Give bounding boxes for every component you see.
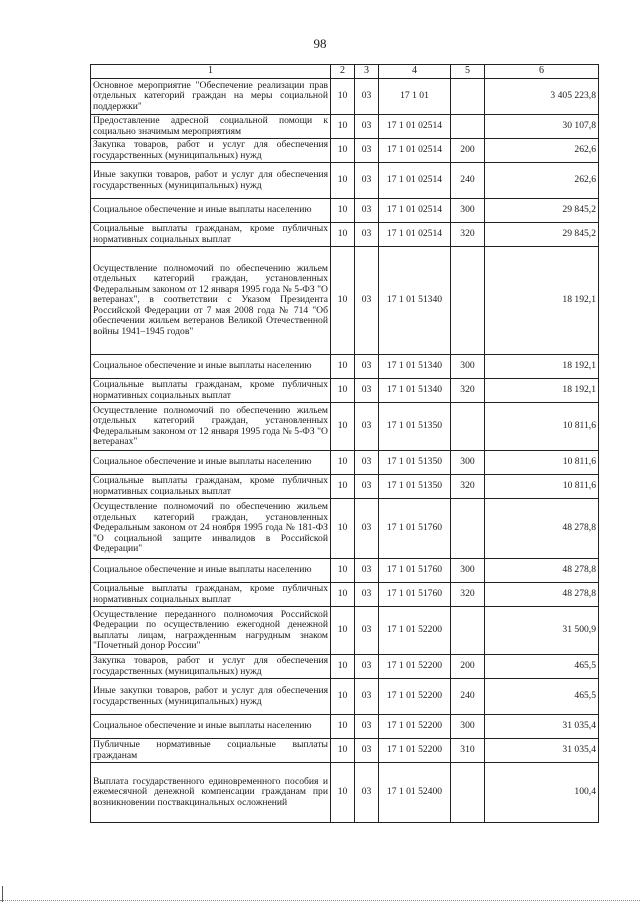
target-article-cell: 17 1 01 52200 (379, 607, 451, 655)
subsection-cell: 03 (355, 679, 379, 715)
target-article-cell: 17 1 01 52200 (379, 655, 451, 679)
expense-type-cell: 200 (451, 655, 485, 679)
amount-cell: 48 278,8 (485, 559, 599, 583)
subsection-cell: 03 (355, 163, 379, 199)
expense-type-cell: 320 (451, 475, 485, 499)
target-article-cell: 17 1 01 02514 (379, 163, 451, 199)
amount-cell: 262,6 (485, 139, 599, 163)
subsection-cell: 03 (355, 79, 379, 115)
subsection-cell: 03 (355, 379, 379, 403)
section-cell: 10 (331, 763, 355, 823)
expense-type-cell: 320 (451, 379, 485, 403)
row-name-cell: Иные закупки товаров, работ и услуг для обеспечения государственных (муниципальных) нужд (91, 163, 331, 199)
subsection-cell: 03 (355, 451, 379, 475)
page-number: 98 (313, 36, 327, 51)
amount-cell: 18 192,1 (485, 355, 599, 379)
header-cell: 1 (91, 65, 331, 79)
subsection-cell: 03 (355, 223, 379, 247)
expense-type-cell (451, 247, 485, 355)
expense-type-cell: 300 (451, 451, 485, 475)
target-article-cell: 17 1 01 52200 (379, 679, 451, 715)
row-name-cell: Закупка товаров, работ и услуг для обеспечения государственных (муниципальных) нужд (91, 139, 331, 163)
table-row (91, 355, 599, 379)
subsection-cell: 03 (355, 115, 379, 139)
section-cell: 10 (331, 655, 355, 679)
row-name-cell: Предоставление адресной социальной помощи к социально значимым мероприятиям (91, 115, 331, 139)
amount-cell: 18 192,1 (485, 379, 599, 403)
row-name-cell: Социальные выплаты гражданам, кроме публичных нормативных социальных выплат (91, 223, 331, 247)
table-row (91, 559, 599, 583)
amount-cell: 10 811,6 (485, 475, 599, 499)
expense-type-cell: 300 (451, 715, 485, 739)
table-row (91, 583, 599, 607)
expense-type-cell: 310 (451, 739, 485, 763)
section-cell: 10 (331, 403, 355, 451)
amount-cell: 100,4 (485, 763, 599, 823)
row-name-cell: Иные закупки товаров, работ и услуг для обеспечения государственных (муниципальных) нужд (91, 679, 331, 715)
header-cell: 4 (379, 65, 451, 79)
expense-type-cell (451, 403, 485, 451)
target-article-cell: 17 1 01 52200 (379, 715, 451, 739)
row-name-cell: Осуществление полномочий по обеспечению жильем отдельных категорий граждан, установленных Федеральным законом от 12 января 1995 года № 5-ФЗ "О ветеранах", в соответствии с Указом Президента Российской Федерации от 7 мая 2008 года № 714 "Об обеспечении жильем ветеранов Великой Отечественной войны 1941–1945 годов" (91, 247, 331, 355)
subsection-cell: 03 (355, 739, 379, 763)
table-row (91, 475, 599, 499)
section-cell: 10 (331, 115, 355, 139)
subsection-cell: 03 (355, 715, 379, 739)
table-row (91, 247, 599, 355)
expense-type-cell (451, 607, 485, 655)
amount-cell: 262,6 (485, 163, 599, 199)
amount-cell: 10 811,6 (485, 403, 599, 451)
row-name-cell: Закупка товаров, работ и услуг для обеспечения государственных (муниципальных) нужд (91, 655, 331, 679)
expense-type-cell: 320 (451, 583, 485, 607)
amount-cell: 29 845,2 (485, 199, 599, 223)
amount-cell: 465,5 (485, 679, 599, 715)
row-name-cell: Основное мероприятие "Обеспечение реализации прав отдельных категорий граждан на меры социальной поддержки" (91, 79, 331, 115)
table-row (91, 163, 599, 199)
target-article-cell: 17 1 01 (379, 79, 451, 115)
amount-cell: 30 107,8 (485, 115, 599, 139)
section-cell: 10 (331, 79, 355, 115)
subsection-cell: 03 (355, 583, 379, 607)
expense-type-cell: 320 (451, 223, 485, 247)
expense-type-cell (451, 79, 485, 115)
row-name-cell: Социальное обеспечение и иные выплаты населению (91, 715, 331, 739)
table-row (91, 679, 599, 715)
expense-type-cell: 300 (451, 355, 485, 379)
row-name-cell: Социальные выплаты гражданам, кроме публичных нормативных социальных выплат (91, 583, 331, 607)
target-article-cell: 17 1 01 02514 (379, 199, 451, 223)
amount-cell: 48 278,8 (485, 583, 599, 607)
table-row (91, 115, 599, 139)
row-name-cell: Осуществление переданного полномочия Российской Федерации по осуществлению ежегодной денежной выплаты лицам, награжденным нагрудным знаком "Почетный донор России" (91, 607, 331, 655)
subsection-cell: 03 (355, 559, 379, 583)
amount-cell: 31 500,9 (485, 607, 599, 655)
table-row (91, 451, 599, 475)
target-article-cell: 17 1 01 51350 (379, 475, 451, 499)
subsection-cell: 03 (355, 355, 379, 379)
header-cell: 2 (331, 65, 355, 79)
table-row (91, 763, 599, 823)
section-cell: 10 (331, 607, 355, 655)
header-cell: 3 (355, 65, 379, 79)
row-name-cell: Выплата государственного единовременного пособия и ежемесячной денежной компенсации гражданам при возникновении поствакцинальных осложнений (91, 763, 331, 823)
section-cell: 10 (331, 163, 355, 199)
subsection-cell: 03 (355, 139, 379, 163)
target-article-cell: 17 1 01 51760 (379, 499, 451, 559)
table-row (91, 655, 599, 679)
row-name-cell: Социальные выплаты гражданам, кроме публичных нормативных социальных выплат (91, 475, 331, 499)
amount-cell: 18 192,1 (485, 247, 599, 355)
table-row (91, 79, 599, 115)
table-row (91, 199, 599, 223)
section-cell: 10 (331, 223, 355, 247)
target-article-cell: 17 1 01 51760 (379, 583, 451, 607)
target-article-cell: 17 1 01 02514 (379, 115, 451, 139)
section-cell: 10 (331, 355, 355, 379)
row-name-cell: Социальное обеспечение и иные выплаты населению (91, 199, 331, 223)
amount-cell: 31 035,4 (485, 715, 599, 739)
table-body (91, 79, 599, 823)
amount-cell: 10 811,6 (485, 451, 599, 475)
expense-type-cell: 300 (451, 559, 485, 583)
row-name-cell: Осуществление полномочий по обеспечению жильем отдельных категорий граждан, установленных Федеральным законом от 24 ноября 1995 года № 181-ФЗ "О социальной защите инвалидов в Российской Федерации" (91, 499, 331, 559)
target-article-cell: 17 1 01 51350 (379, 451, 451, 475)
table-row (91, 379, 599, 403)
target-article-cell: 17 1 01 51340 (379, 247, 451, 355)
row-name-cell: Социальное обеспечение и иные выплаты населению (91, 451, 331, 475)
subsection-cell: 03 (355, 607, 379, 655)
budget-table (90, 64, 599, 823)
header-cell: 6 (485, 65, 599, 79)
target-article-cell: 17 1 01 02514 (379, 223, 451, 247)
row-name-cell: Социальные выплаты гражданам, кроме публичных нормативных социальных выплат (91, 379, 331, 403)
section-cell: 10 (331, 559, 355, 583)
target-article-cell: 17 1 01 51350 (379, 403, 451, 451)
section-cell: 10 (331, 139, 355, 163)
subsection-cell: 03 (355, 199, 379, 223)
section-cell: 10 (331, 475, 355, 499)
target-article-cell: 17 1 01 51340 (379, 379, 451, 403)
section-cell: 10 (331, 379, 355, 403)
table-row (91, 739, 599, 763)
expense-type-cell: 240 (451, 679, 485, 715)
table-row (91, 499, 599, 559)
scan-bottom-edge (0, 900, 640, 905)
subsection-cell: 03 (355, 403, 379, 451)
row-name-cell: Осуществление полномочий по обеспечению жильем отдельных категорий граждан, установленных Федеральным законом от 12 января 1995 года № 5-ФЗ "О ветеранах" (91, 403, 331, 451)
header-cell: 5 (451, 65, 485, 79)
table-row (91, 607, 599, 655)
amount-cell: 465,5 (485, 655, 599, 679)
section-cell: 10 (331, 247, 355, 355)
section-cell: 10 (331, 679, 355, 715)
row-name-cell: Социальное обеспечение и иные выплаты населению (91, 355, 331, 379)
expense-type-cell: 200 (451, 139, 485, 163)
expense-type-cell (451, 115, 485, 139)
section-cell: 10 (331, 583, 355, 607)
target-article-cell: 17 1 01 52400 (379, 763, 451, 823)
amount-cell: 31 035,4 (485, 739, 599, 763)
table-row (91, 223, 599, 247)
section-cell: 10 (331, 715, 355, 739)
amount-cell: 48 278,8 (485, 499, 599, 559)
section-cell: 10 (331, 451, 355, 475)
expense-type-cell: 240 (451, 163, 485, 199)
table-row (91, 139, 599, 163)
subsection-cell: 03 (355, 475, 379, 499)
row-name-cell: Публичные нормативные социальные выплаты гражданам (91, 739, 331, 763)
amount-cell: 3 405 223,8 (485, 79, 599, 115)
subsection-cell: 03 (355, 655, 379, 679)
subsection-cell: 03 (355, 763, 379, 823)
expense-type-cell: 300 (451, 199, 485, 223)
target-article-cell: 17 1 01 51340 (379, 355, 451, 379)
subsection-cell: 03 (355, 247, 379, 355)
section-cell: 10 (331, 739, 355, 763)
table-row (91, 403, 599, 451)
section-cell: 10 (331, 499, 355, 559)
subsection-cell: 03 (355, 499, 379, 559)
target-article-cell: 17 1 01 02514 (379, 139, 451, 163)
section-cell: 10 (331, 199, 355, 223)
table-row (91, 715, 599, 739)
target-article-cell: 17 1 01 51760 (379, 559, 451, 583)
expense-type-cell (451, 499, 485, 559)
target-article-cell: 17 1 01 52200 (379, 739, 451, 763)
table-header-row (91, 65, 599, 79)
expense-type-cell (451, 763, 485, 823)
amount-cell: 29 845,2 (485, 223, 599, 247)
row-name-cell: Социальное обеспечение и иные выплаты населению (91, 559, 331, 583)
